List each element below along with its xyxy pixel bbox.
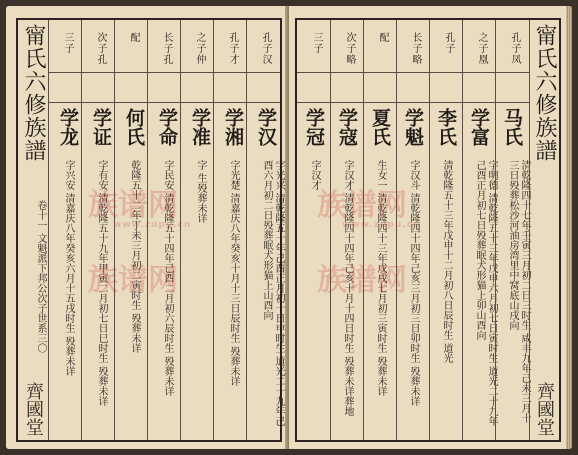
- entry-father: 次子略: [344, 32, 355, 65]
- column-rule: [213, 20, 214, 440]
- column-rule: [396, 20, 397, 440]
- entry-text: 字汉才: [309, 160, 320, 190]
- entry-name: 学寇: [336, 108, 358, 146]
- watermark-text: 族谱网: [317, 188, 407, 223]
- left-genealogy-title: 甯氏六修族譜: [21, 24, 46, 162]
- entry-text: 字民安 清乾隆五十四年己酉二月初六辰时生 殁葬未详: [162, 160, 173, 397]
- right-page: [289, 6, 572, 449]
- entry-text: 字汉才 清乾隆四十四年己亥十月十四日时生 殁葬未详葬地: [342, 160, 353, 417]
- watermark-text: 族谱网: [88, 263, 178, 298]
- watermark-url: www.zupu.cn: [342, 220, 421, 230]
- book-spread: [6, 6, 572, 449]
- entry-father: 孔子才: [227, 32, 238, 65]
- entry-name: 学冠: [303, 108, 325, 146]
- entry-father: 配: [128, 32, 139, 43]
- entry-father: 三子: [62, 32, 73, 54]
- entry-name: 学证: [90, 108, 112, 146]
- column-rule: [495, 20, 496, 440]
- column-rule: [429, 20, 430, 440]
- entry-name: 学湘: [222, 108, 244, 146]
- left-page-frame: [16, 18, 282, 442]
- entry-name: 夏氏: [369, 108, 391, 146]
- entry-name: 何氏: [123, 108, 145, 146]
- left-hall-name: 齊國堂: [23, 382, 44, 436]
- entry-text: 清乾隆四十七年壬寅三月初二日三时生 咸丰九年己未三月十三日殁葬松沙河油房湾里中窝底山戌向: [507, 160, 530, 424]
- entry-text: 字有安 清乾隆五十九年甲寅二月初七日巳时生 殁葬未详: [96, 160, 107, 407]
- left-page: [6, 6, 289, 449]
- entry-father: 长子孔: [161, 32, 172, 65]
- entry-text: 字汉斗 清乾隆四十四年己亥三月初三日卯时生 殁葬未详: [408, 160, 419, 407]
- column-rule: [81, 20, 82, 440]
- column-rule: [330, 20, 331, 440]
- entry-text: 字兴安 清嘉庆八年癸亥六月十五戌时生 殁葬未详: [63, 160, 74, 377]
- entry-father: 次子孔: [95, 32, 106, 65]
- entry-name: 学龙: [57, 108, 79, 146]
- entry-text: 清乾隆五十三年戊申十二月初八日辰时生 道光: [441, 160, 452, 364]
- left-volume-note: 卷十一 文魁派下邦公次子世系三〇: [35, 200, 46, 354]
- entry-name: 马氏: [501, 108, 523, 146]
- column-rule: [462, 20, 463, 440]
- entry-name: 学汉: [255, 108, 277, 146]
- column-rule: [147, 20, 148, 440]
- entry-father: 孔子汉: [260, 32, 271, 65]
- page-edge-right: [566, 6, 572, 449]
- column-rule: [114, 20, 115, 440]
- entry-text: 字光楚 清嘉庆八年癸亥十月十三日辰时生 殁葬未详: [228, 160, 239, 387]
- entry-text: 字明德 清乾隆五十三年戊申六月初七日寅时生 道光二十九年己酉正月初七日殁葬眠犬形猫上卯山酉向: [474, 160, 497, 427]
- entry-text: 字光兴 清乾隆五十年己酉正月初十日申时生 道光二十九年己酉六月初二日殁葬眠犬形猫上山酉向: [261, 160, 284, 427]
- entry-father: 之子仲: [194, 32, 205, 65]
- watermark-text: 族谱网: [317, 263, 407, 298]
- entry-name: 学命: [156, 108, 178, 146]
- entry-name: 学魁: [402, 108, 424, 146]
- entry-father: 孔子凤: [509, 32, 520, 65]
- entry-father: 之子凰: [476, 32, 487, 65]
- entry-father: 配: [377, 32, 388, 43]
- watermark-text: 族谱网: [88, 188, 178, 223]
- right-hall-name: 齊國堂: [534, 382, 555, 436]
- entry-text: 字 生殁葬未详: [195, 160, 206, 224]
- column-rule: [48, 20, 49, 440]
- entry-name: 学富: [468, 108, 490, 146]
- entry-text: 生女一 清乾隆四十三年戊戌七月初三寅时生 殁葬未详: [375, 160, 386, 397]
- entry-father: 长子略: [410, 32, 421, 65]
- column-rule: [529, 20, 530, 440]
- entry-father: 孔子: [443, 32, 454, 54]
- watermark-url: www.zupu.cn: [113, 220, 192, 230]
- entry-name: 李氏: [435, 108, 457, 146]
- entry-text: 乾隆五十二年丁未三月初二寅时生 殁葬未详: [129, 160, 140, 354]
- column-rule: [246, 20, 247, 440]
- column-rule: [180, 20, 181, 440]
- entry-father: 三子: [311, 32, 322, 54]
- right-page-frame: [295, 18, 561, 442]
- column-rule: [363, 20, 364, 440]
- right-genealogy-title: 甯氏六修族譜: [532, 24, 557, 162]
- entry-name: 学准: [189, 108, 211, 146]
